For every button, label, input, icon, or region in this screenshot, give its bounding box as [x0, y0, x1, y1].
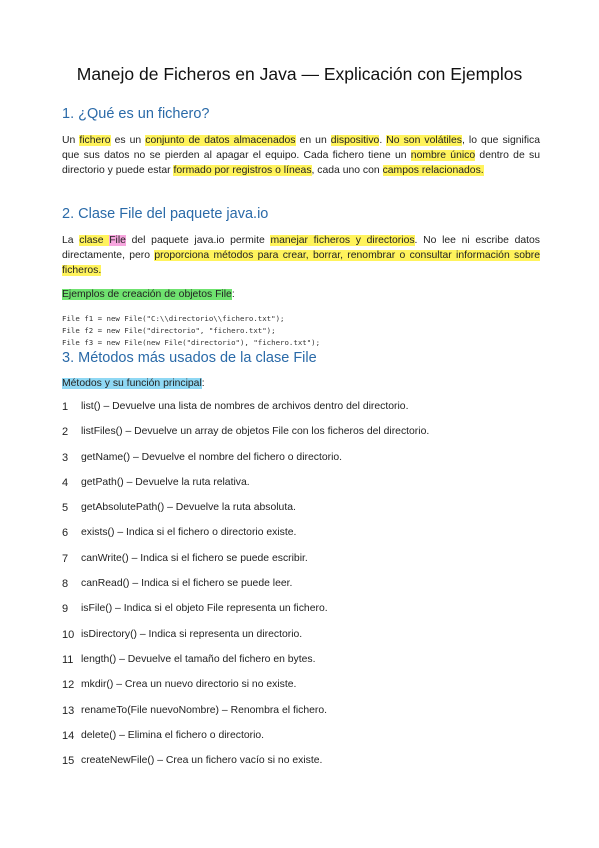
list-item-number: 4 [62, 476, 69, 489]
list-item-number: 10 [62, 628, 75, 641]
list-item-text: delete() – Elimina el fichero o directorio. [81, 729, 265, 741]
paragraph-text: . No lee ni escribe datos directamente, pero [62, 235, 540, 262]
list-item-number: 15 [62, 755, 75, 768]
examples-label-text: Ejemplos de creación de objetos File [62, 289, 232, 300]
section-1-heading: 1. ¿Qué es un fichero? [62, 106, 210, 122]
list-item [62, 705, 542, 730]
highlighted-text: File [109, 235, 126, 246]
paragraph-text: , lo que significa que sus datos no se pierden al apagar el equipo. Cada fichero tiene un [62, 135, 540, 162]
list-item-number: 8 [62, 578, 69, 591]
examples-label-suffix: : [231, 289, 235, 300]
list-item [62, 502, 542, 527]
highlighted-text: campos relacionados. [382, 165, 484, 177]
list-item-number: 6 [62, 527, 69, 540]
list-item [62, 730, 542, 755]
list-item-number: 7 [62, 552, 69, 565]
paragraph-text: dentro de su directorio y puede estar [62, 150, 540, 177]
list-item [62, 477, 542, 502]
list-item-number: 3 [62, 451, 69, 464]
methods-label [62, 377, 205, 391]
code-line: File f3 = new File(new File("directorio"), "fichero.txt"); [62, 338, 321, 347]
list-item [62, 426, 542, 451]
list-item-number: 9 [62, 603, 69, 616]
list-item-number: 5 [62, 502, 69, 515]
list-item-text: isDirectory() – Indica si representa un directorio. [81, 628, 303, 640]
highlighted-text: nombre único [410, 150, 476, 162]
list-item [62, 629, 542, 654]
list-item [62, 578, 542, 603]
code-line: File f2 = new File("directorio", "fichero.txt"); [62, 326, 276, 335]
list-item-text: renameTo(File nuevoNombre) – Renombra el fichero. [81, 704, 328, 716]
list-item-number: 12 [62, 679, 75, 692]
list-item [62, 755, 542, 780]
list-item [62, 452, 542, 477]
list-item [62, 679, 542, 704]
list-item-number: 1 [62, 401, 69, 413]
methods-label-text: Métodos y su función principal [62, 378, 202, 389]
document-title: Manejo de Ficheros en Java — Explicación con Ejemplos [76, 64, 523, 84]
list-item-text: isFile() – Indica si el objeto File representa un fichero. [81, 603, 328, 615]
list-item-text: getPath() – Devuelve la ruta relativa. [81, 476, 250, 488]
methods-list [62, 401, 542, 780]
list-item-text: getAbsolutePath() – Devuelve la ruta absoluta. [81, 502, 296, 514]
list-item-text: canWrite() – Indica si el fichero se puede escribir. [81, 552, 308, 564]
list-item-number: 11 [62, 653, 74, 666]
highlighted-text: clase [79, 235, 110, 246]
highlighted-text: proporciona métodos para crear, borrar, renombrar o consultar información sobre ficheros. [62, 250, 541, 277]
highlighted-text: dispositivo [330, 135, 380, 146]
highlighted-text: fichero [79, 135, 111, 146]
list-item-text: getName() – Devuelve el nombre del fichero o directorio. [81, 451, 343, 463]
list-item [62, 527, 542, 552]
list-item-text: length() – Devuelve el tamaño del fichero en bytes. [81, 653, 316, 665]
code-line: File f1 = new File("C:\\directorio\\fichero.txt"); [62, 314, 285, 323]
paragraph-text: del paquete java.io permite [125, 235, 271, 246]
paragraph-text: Un [62, 135, 80, 146]
list-item [62, 603, 542, 628]
highlighted-text: conjunto de datos almacenados [145, 135, 296, 146]
methods-label-suffix: : [201, 378, 205, 389]
list-item-text: createNewFile() – Crea un fichero vacío si no existe. [81, 755, 323, 767]
section-2-paragraph [62, 233, 540, 279]
examples-label [62, 288, 235, 302]
paragraph-text: . [379, 135, 387, 146]
paragraph-text: La [62, 235, 80, 246]
list-item-text: list() – Devuelve una lista de nombres de archivos dentro del directorio. [81, 401, 409, 412]
list-item-number: 2 [62, 426, 69, 439]
list-item-number: 13 [62, 704, 75, 717]
highlighted-text: formado por registros o líneas [173, 165, 312, 177]
highlighted-text: manejar ficheros y directorios [270, 235, 415, 246]
highlighted-text: No son volátiles [386, 135, 462, 146]
section-3-heading: 3. Métodos más usados de la clase File [62, 350, 317, 366]
section-1-paragraph [62, 133, 540, 179]
list-item [62, 654, 542, 679]
list-item-text: mkdir() – Crea un nuevo directorio si no existe. [81, 679, 297, 691]
list-item-number: 14 [62, 729, 75, 742]
list-item-text: canRead() – Indica si el fichero se puede leer. [81, 578, 293, 590]
list-item [62, 553, 542, 578]
paragraph-text: en un [295, 135, 331, 146]
paragraph-text: , cada uno con [311, 165, 383, 177]
section-2-heading: 2. Clase File del paquete java.io [62, 206, 269, 222]
list-item-text: exists() – Indica si el fichero o directorio existe. [81, 527, 297, 539]
list-item-text: listFiles() – Devuelve un array de objetos File con los ficheros del directorio. [81, 426, 430, 438]
paragraph-text: es un [110, 135, 146, 146]
code-block [62, 313, 320, 349]
list-item [62, 401, 542, 426]
